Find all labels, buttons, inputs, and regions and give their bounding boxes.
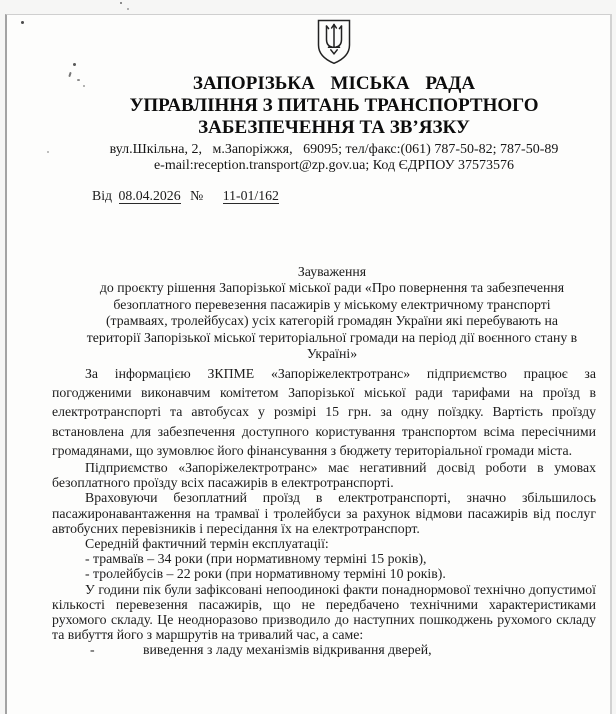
body-paragraph: Підприємство «Запоріжелектротранс» має негативний досвід роботи в умовах безоплатного проїзду всіх пасажирів в електротранспорті. [52, 459, 596, 491]
document-title: Зауваження [297, 264, 367, 279]
document-page [5, 14, 612, 714]
ref-number: 11-01/162 [222, 188, 279, 203]
org-name-line3: ЗАБЕЗПЕЧЕННЯ ТА ЗВ’ЯЗКУ [198, 117, 470, 138]
dash-bullet: - [90, 642, 95, 658]
dash-item-text: виведення з ладу механізмів відкривання дверей, [143, 642, 432, 658]
document-subtitle: до проєкту рішення Запорізької міської ради «Про повернення та забезпечення безоплатного перевезення пасажирів у міському електричному транспорті (трамваях, тролейбусах) усіх категорій громадян України які перебувають на території Запорізької міської територіальної громади на період дії воєнного стану в Україні» [86, 280, 578, 362]
body-list-item: - трамваїв – 34 роки (при нормативному терміні 15 років), [85, 551, 427, 567]
email-code-line: e-mail:reception.transport@zp.gov.ua; Код ЄДРПОУ 37573576 [153, 158, 515, 173]
scan-speck [21, 21, 24, 24]
body-dash-item [52, 642, 596, 657]
letterhead [62, 19, 606, 174]
body-paragraph: Враховуючи безоплатний проїзд в електротранспорті, значно збільшилось пасажиронавантаження на трамваї і тролейбуси за рахунок відмови пасажирів від послуг автобусних перевізників і пересідання їх на електротранспорт. [52, 490, 596, 536]
document-body [52, 364, 596, 658]
ref-label: Від [92, 188, 113, 203]
body-paragraph: У години пік були зафіксовані непоодинокі факти понаднормової технічно допустимої кількості перевезення пасажирів, що не передбачено технічними характеристиками рухомого складу. Це неодноразово призводило до наступних пошкоджень рухомого складу та вибуття його з маршрутів на тривалий час, а саме: [52, 581, 596, 643]
ref-number-sign: № [190, 188, 204, 203]
emblem-wrap [62, 19, 606, 65]
scan-speck [47, 151, 49, 153]
org-name-line2: УПРАВЛІННЯ З ПИТАНЬ ТРАНСПОРТНОГО [129, 95, 539, 116]
scan-speck [127, 8, 129, 10]
ukraine-trident-emblem-icon [315, 52, 353, 69]
scan-speck [120, 2, 122, 4]
body-paragraph: За інформацією ЗКПМЕ «Запоріжелектротранс» підприємство працює за погодженими виконавчим комітетом Запорізької міської ради тарифами на проїзд в електротранспорті та автобусах у розмірі 15 грн. за одну поїздку. Вартість проїзду встановлена для забезпечення доступного користування транспортом всіма пересічними громадянами, що зумовлює його фінансування з бюджету територіальної громади міста. [52, 365, 596, 458]
org-name-block [62, 73, 606, 139]
reference-line [92, 188, 596, 204]
title-block [60, 263, 604, 363]
contact-block [62, 142, 606, 174]
org-name-line1: ЗАПОРІЗЬКА МІСЬКА РАДА [192, 73, 476, 94]
address-line: вул.Шкільна, 2, м.Запоріжжя, 69095; тел/факс:(061) 787-50-82; 787-50-89 [109, 142, 559, 157]
body-paragraph: Середній фактичний термін експлуатації: [85, 536, 329, 551]
ref-date: 08.04.2026 [118, 188, 181, 203]
body-list-item: - тролейбусів – 22 роки (при нормативному терміні 10 років). [85, 566, 446, 582]
